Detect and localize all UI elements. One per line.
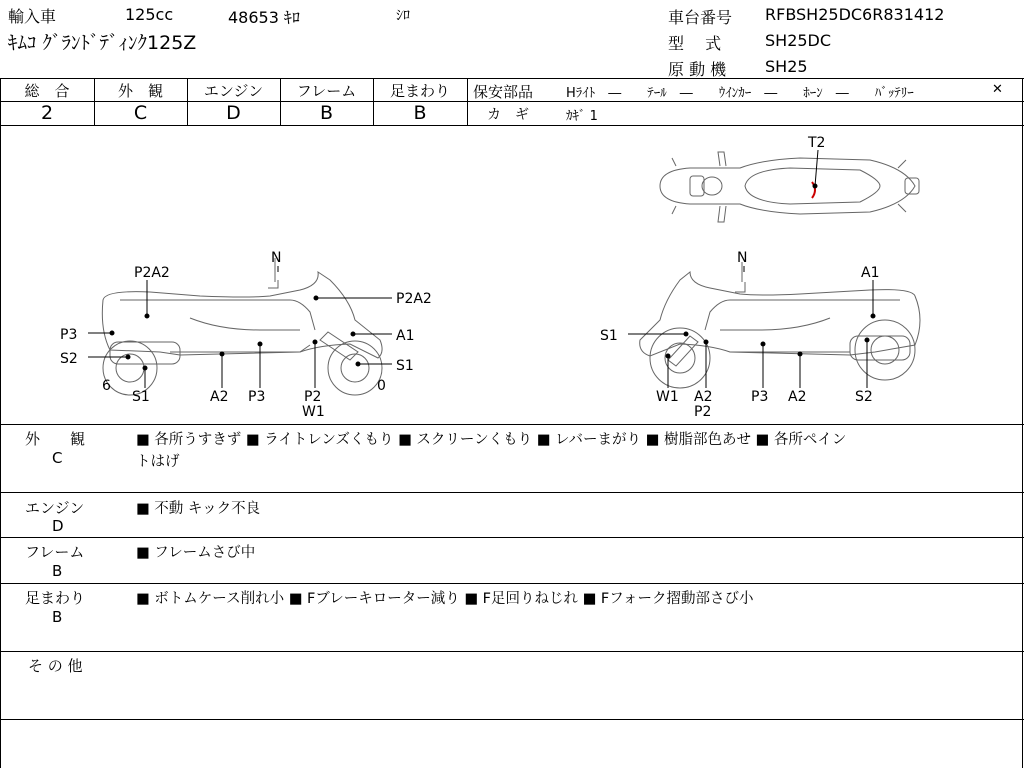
remark-category-frame: フレーム: [25, 543, 85, 561]
label-left-s1-right: S1: [396, 358, 414, 374]
label-right-w1: W1: [656, 389, 679, 405]
remark-text-exterior: ■ 各所うすきず ■ ライトレンズくもり ■ スクリーンくもり ■ レバーまがり ■ 樹脂部色あせ ■ 各所ペイン: [136, 432, 847, 448]
label-left-p2: P2: [304, 389, 322, 405]
grade-value-engine: D: [226, 102, 241, 124]
grade-label-exterior: 外 観: [117, 82, 163, 100]
battery-mark: ✕: [992, 82, 1003, 97]
frame-no: RFBSH25DC6R831412: [765, 5, 945, 24]
grade-value-overall: 2: [40, 102, 54, 124]
remark-text-frame: ■ フレームさび中: [136, 545, 256, 561]
remark-category-other: そ の 他: [28, 657, 83, 675]
label-right-a2-2: A2: [788, 389, 807, 405]
remark-grade-suspension: B: [52, 608, 63, 626]
label-left-n: N: [271, 250, 282, 266]
remark-grade-frame: B: [52, 562, 63, 580]
label-left-p3: P3: [60, 327, 78, 343]
engine-label: 原 動 機: [668, 60, 727, 79]
label-left-0: 0: [377, 378, 386, 394]
label-left-p2a2-top: P2A2: [134, 265, 170, 281]
remark-text-suspension: ■ ボトムケース削れ小 ■ Fブレーキローター減り ■ F足回りねじれ ■ Fフォーク摺動部さび小: [136, 591, 754, 607]
model-name: ｷﾑｺ ｸﾞﾗﾝﾄﾞﾃﾞｨﾝｸ125Z: [8, 32, 197, 54]
label-right-n: N: [737, 250, 748, 266]
remark-text-exterior-2: トはげ: [136, 454, 180, 470]
label-right-s1: S1: [600, 328, 618, 344]
label-left-w1: W1: [302, 404, 325, 420]
label-left-p2a2-right: P2A2: [396, 291, 432, 307]
grade-label-engine: エンジン: [203, 82, 264, 100]
displacement: 125cc: [125, 5, 174, 24]
remark-category-exterior: 外 観: [25, 430, 86, 448]
grade-value-frame: B: [319, 102, 334, 124]
grade-value-exterior: C: [133, 102, 148, 124]
label-right-a1: A1: [861, 265, 880, 281]
label-t2: T2: [808, 135, 826, 151]
remark-text-engine: ■ 不動 キック不良: [136, 501, 261, 517]
grade-label-overall: 総 合: [24, 82, 70, 100]
label-right-p3: P3: [751, 389, 769, 405]
label-left-p3-bottom: P3: [248, 389, 266, 405]
label-right-a2: A2: [694, 389, 713, 405]
label-left-a1: A1: [396, 328, 415, 344]
type-label: 型 式: [668, 34, 722, 53]
type-value: SH25DC: [765, 31, 832, 50]
label-left-s1-bottom: S1: [132, 389, 150, 405]
scooter-top-view: [660, 152, 919, 222]
safety-label: 保安部品: [473, 83, 534, 101]
grade-label-suspension: 足まわり: [389, 82, 450, 100]
mileage: 48653 ｷﾛ: [228, 8, 300, 27]
safety-items: Hﾗｲﾄ ― ﾃｰﾙ ― ｳｲﾝｶｰ ― ﾎｰﾝ ― ﾊﾞｯﾃﾘｰ: [566, 86, 914, 101]
label-right-s2: S2: [855, 389, 873, 405]
frame-no-label: 車台番号: [668, 8, 733, 27]
import-label: 輸入車: [8, 7, 57, 26]
grade-label-frame: フレーム: [296, 82, 357, 100]
label-left-a2: A2: [210, 389, 229, 405]
grade-value-suspension: B: [413, 102, 427, 124]
remark-category-engine: エンジン: [25, 499, 85, 517]
label-right-p2: P2: [694, 404, 712, 420]
color: ｼﾛ: [396, 8, 410, 24]
remark-grade-engine: D: [52, 517, 64, 535]
engine-value: SH25: [765, 57, 808, 76]
label-left-6: 6: [102, 378, 111, 394]
key-value: ｶｷﾞ 1: [566, 109, 598, 124]
key-label: カ ギ: [487, 107, 529, 123]
label-left-s2: S2: [60, 351, 78, 367]
remark-grade-exterior: C: [52, 449, 63, 467]
remark-category-suspension: 足まわり: [25, 589, 86, 607]
